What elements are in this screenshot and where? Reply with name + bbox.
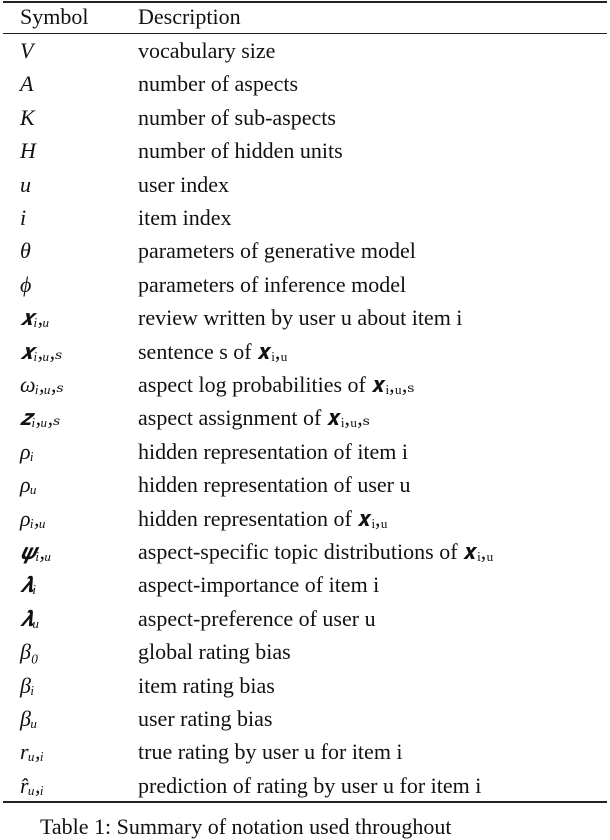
description-cell: sentence s of 𝒙ᵢ,ᵤ — [138, 338, 288, 364]
description-cell: hidden representation of user u — [138, 472, 411, 498]
table-row — [0, 201, 610, 234]
symbol-cell: i — [20, 205, 27, 230]
description-cell: user index — [138, 171, 230, 197]
table-row — [0, 234, 610, 267]
bottom-rule — [3, 801, 607, 803]
table-row — [0, 34, 610, 67]
symbol-cell: V — [20, 38, 34, 63]
header-description: Description — [138, 4, 241, 29]
symbol-cell: βᵤ — [20, 706, 38, 731]
description-cell: number of sub-aspects — [138, 104, 336, 130]
description-cell: user rating bias — [138, 706, 273, 731]
symbol-cell: θ — [20, 238, 31, 264]
description-cell: review written by user u about item i — [138, 305, 463, 331]
table-row — [0, 301, 610, 334]
description-cell: hidden representation of item i — [138, 438, 409, 464]
description-cell: parameters of inference model — [138, 271, 407, 297]
symbol-cell: ϕ — [20, 271, 32, 297]
table-header — [0, 0, 610, 33]
description-cell: item rating bias — [138, 672, 275, 698]
symbol-cell: K — [20, 104, 35, 130]
table-row — [0, 669, 610, 702]
table-row — [0, 101, 610, 134]
table-row — [0, 134, 610, 167]
symbol-cell: rᵤ,ᵢ — [20, 739, 44, 765]
symbol-cell: ωᵢ,ᵤ,ₛ — [20, 372, 64, 397]
table-row — [0, 568, 610, 601]
symbol-cell: r̂ᵤ,ᵢ — [20, 772, 44, 798]
description-cell: global rating bias — [138, 639, 291, 665]
symbol-cell: H — [20, 138, 36, 164]
description-cell: hidden representation of 𝒙ᵢ,ᵤ — [138, 505, 388, 531]
symbol-cell: βᵢ — [20, 672, 35, 698]
description-cell: number of hidden units — [138, 138, 343, 164]
description-cell: parameters of generative model — [138, 238, 416, 264]
symbol-cell: 𝝀ᵤ — [20, 605, 40, 631]
table-row — [0, 502, 610, 535]
table-row — [0, 735, 610, 768]
description-cell: aspect-specific topic distributions of 𝒙ᵢ,ᵤ — [138, 539, 494, 564]
table-row — [0, 335, 610, 368]
description-cell: aspect-importance of item i — [138, 572, 380, 598]
table-row — [0, 468, 610, 501]
symbol-cell: 𝒛ᵢ,ᵤ,ₛ — [20, 405, 61, 431]
symbol-cell: ρᵤ — [20, 472, 38, 498]
table-row — [0, 535, 610, 568]
table-row — [0, 702, 610, 735]
symbol-cell: A — [20, 71, 34, 97]
table-row — [0, 268, 610, 301]
table-row — [0, 769, 610, 802]
description-cell: number of aspects — [138, 71, 299, 97]
description-cell: item index — [138, 205, 232, 230]
table-row — [0, 401, 610, 434]
table-row — [0, 602, 610, 635]
table-row — [0, 435, 610, 468]
description-cell: aspect log probabilities of 𝒙ᵢ,ᵤ,ₛ — [138, 372, 415, 397]
description-cell: aspect assignment of 𝒙ᵢ,ᵤ,ₛ — [138, 405, 371, 431]
symbol-cell: 𝒙ᵢ,ᵤ — [20, 305, 50, 331]
description-cell: aspect-preference of user u — [138, 605, 376, 631]
symbol-cell: 𝝍ᵢ,ᵤ — [20, 539, 52, 564]
symbol-cell: 𝒙ᵢ,ᵤ,ₛ — [20, 338, 63, 364]
table-row — [0, 635, 610, 668]
description-cell: true rating by user u for item i — [138, 739, 403, 765]
symbol-cell: 𝝀ᵢ — [20, 572, 37, 598]
table-row — [0, 168, 610, 201]
symbol-cell: u — [20, 171, 31, 197]
table-row — [0, 368, 610, 401]
description-cell: vocabulary size — [138, 38, 276, 63]
symbol-cell: β₀ — [20, 639, 39, 665]
table-caption: Table 1: Summary of notation used throughout — [40, 814, 452, 839]
description-cell: prediction of rating by user u for item i — [138, 772, 482, 798]
symbol-cell: ρᵢ,ᵤ — [20, 505, 46, 531]
symbol-cell: ρᵢ — [20, 438, 35, 464]
table-row — [0, 67, 610, 100]
header-symbol: Symbol — [20, 4, 89, 29]
